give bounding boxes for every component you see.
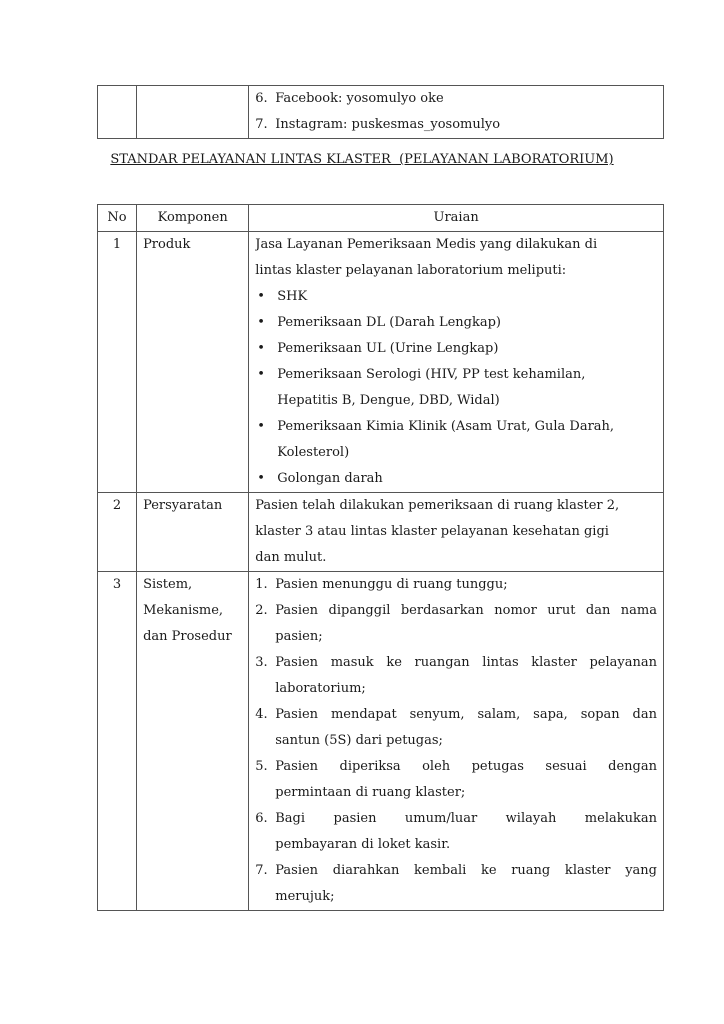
komponen-cell: Produk [137,232,249,493]
uraian-cell [249,232,664,493]
bullet-icon: • [257,341,265,356]
table-row [98,572,664,911]
uraian-cell [249,493,664,572]
table-row [98,493,664,572]
text-line: klaster 3 atau lintas klaster pelayanan kesehatan gigi [255,524,609,539]
list-item [255,112,657,138]
row-number: 3 [98,572,137,911]
contact-continuation-table [97,85,664,139]
list-item: 1. Pasien menunggu di ruang tunggu; [255,577,508,592]
empty-no-cell [98,86,137,139]
bullet-icon: • [257,289,265,304]
intro-line: Jasa Layanan Pemeriksaan Medis yang dilakukan di [255,237,598,252]
bullet-item: • Golongan darah [255,466,657,492]
bullet-icon: • [257,419,265,434]
intro-line: lintas klaster pelayanan laboratorium meliputi: [255,263,567,278]
komponen-cell: Sistem, Mekanisme, dan Prosedur [137,572,249,911]
uraian-cell [249,572,664,911]
text-line: Pasien telah dilakukan pemeriksaan di ruang klaster 2, [255,498,620,513]
bullet-item: • Pemeriksaan UL (Urine Lengkap) [255,336,657,362]
row-number: 2 [98,493,137,572]
table-header-row [98,205,664,232]
facebook-contact: Facebook: yosomulyo oke [275,91,444,106]
table-row [98,86,664,139]
header-no: No [98,205,137,232]
header-komponen: Komponen [137,205,249,232]
header-uraian: Uraian [249,205,664,232]
bullet-icon: • [257,315,265,330]
empty-komponen-cell [137,86,249,139]
list-item: 5. Pasien diperiksa oleh petugas sesuai dengan permintaan di ruang klaster; [255,759,657,800]
bullet-icon: • [257,471,265,486]
section-title: STANDAR PELAYANAN LINTAS KLASTER (PELAYANAN LABORATORIUM) [110,152,614,167]
bullet-item: • Pemeriksaan Serologi (HIV, PP test kehamilan, Hepatitis B, Dengue, DBD, Widal) [255,362,657,414]
list-item: 3. Pasien masuk ke ruangan lintas klaster pelayanan laboratorium; [255,655,657,696]
list-item [255,86,657,112]
bullet-icon: • [257,367,265,382]
list-item: 4. Pasien mendapat senyum, salam, sapa, sopan dan santun (5S) dari petugas; [255,707,657,748]
bullet-item: • Pemeriksaan Kimia Klinik (Asam Urat, Gula Darah, Kolesterol) [255,414,657,466]
table-row [98,232,664,493]
instagram-contact: Instagram: puskesmas_yosomulyo [275,117,501,132]
list-item: 7. Pasien diarahkan kembali ke ruang klaster yang merujuk; [255,863,657,904]
list-item: 2. Pasien dipanggil berdasarkan nomor urut dan nama pasien; [255,603,657,644]
contact-list-cell [249,86,664,139]
bullet-item: • SHK [255,284,657,310]
bullet-item: • Pemeriksaan DL (Darah Lengkap) [255,310,657,336]
item-number: 6. [255,91,268,106]
komponen-cell: Persyaratan [137,493,249,572]
item-number: 7. [255,117,268,132]
row-number: 1 [98,232,137,493]
service-standard-table [97,204,664,911]
text-line: dan mulut. [255,550,327,565]
list-item: 6. Bagi pasien umum/luar wilayah melakukan pembayaran di loket kasir. [255,811,657,852]
